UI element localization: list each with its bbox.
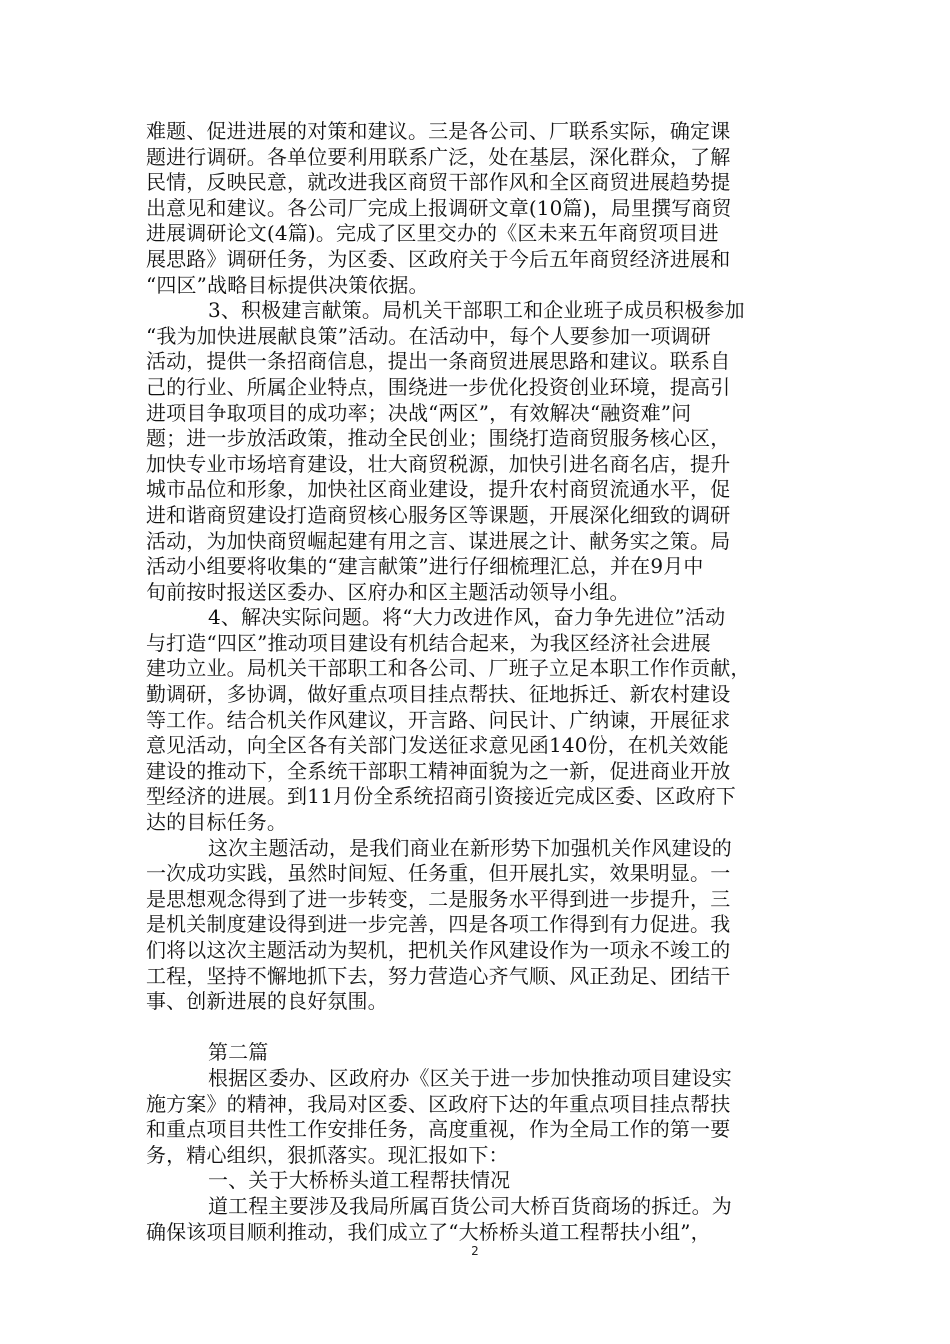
paragraph-first-line: 3、积极建言献策。局机关干部职工和企业班子成员积极参加	[208, 298, 745, 323]
text-line: 施方案》的精神，我局对区委、区政府下达的年重点项目挂点帮扶	[146, 1091, 731, 1116]
text-line: 建功立业。局机关干部职工和各公司、厂班子立足本职工作作贡献，	[146, 656, 751, 681]
subsection-heading: 一、关于大桥桥头道工程帮扶情况	[208, 1168, 511, 1193]
text-line: 活动，为加快商贸崛起建有用之言、谋进展之计、献务实之策。局	[146, 528, 731, 553]
text-line: 意见活动，向全区各有关部门发送征求意见函140份，在机关效能	[146, 733, 729, 758]
paragraph-first-line: 根据区委办、区政府办《区关于进一步加快推动项目建设实	[208, 1065, 732, 1090]
page-number: 2	[471, 1244, 479, 1258]
text-line: 和重点项目共性工作安排任务，高度重视，作为全局工作的第一要	[146, 1117, 731, 1142]
text-line: 是机关制度建设得到进一步完善，四是各项工作得到有力促进。我	[146, 912, 731, 937]
text-line: 工程，坚持不懈地抓下去，努力营造心齐气顺、风正劲足、团结干	[146, 963, 731, 988]
text-line: 与打造“四区”推动项目建设有机结合起来，为我区经济社会进展	[146, 630, 711, 655]
text-line: 民情，反映民意，就改进我区商贸干部作风和全区商贸进展趋势提	[146, 170, 731, 195]
text-line: 活动，提供一条招商信息，提出一条商贸进展思路和建议。联系自	[146, 349, 731, 374]
text-line: 进展调研论文(4篇)。完成了区里交办的《区未来五年商贸项目进	[146, 221, 719, 246]
text-line: 进项目争取项目的成功率；决战“两区”，有效解决“融资难”问	[146, 400, 692, 425]
text-line: 等工作。结合机关作风建议，开言路、问民计、广纳谏，开展征求	[146, 707, 731, 732]
text-line: 们将以这次主题活动为契机，把机关作风建设作为一项永不竣工的	[146, 938, 731, 962]
text-line: 难题、促进进展的对策和建议。三是各公司、厂联系实际，确定课	[146, 119, 731, 143]
text-line: 活动小组要将收集的“建言献策”进行仔细梳理汇总，并在9月中	[146, 554, 704, 579]
text-line: “我为加快进展献良策”活动。在活动中，每个人要参加一项调研	[146, 323, 711, 348]
text-line: 己的行业、所属企业特点，围绕进一步优化投资创业环境，提高引	[146, 374, 731, 399]
paragraph-first-line: 这次主题活动，是我们商业在新形势下加强机关作风建设的	[208, 835, 732, 860]
text-line: 务，精心组织，狠抓落实。现汇报如下：	[146, 1142, 509, 1167]
text-line: 事、创新进展的良好氛围。	[146, 989, 388, 1014]
text-line: 出意见和建议。各公司厂完成上报调研文章(10篇)，局里撰写商贸	[146, 195, 732, 220]
text-line: 达的目标任务。	[146, 810, 288, 835]
text-line: 题进行调研。各单位要利用联系广泛，处在基层，深化群众，了解	[146, 144, 731, 169]
text-line: 建设的推动下，全系统干部职工精神面貌为之一新，促进商业开放	[146, 758, 731, 783]
paragraph-first-line: 道工程主要涉及我局所属百货公司大桥百货商场的拆迁。为	[208, 1193, 732, 1218]
text-line: 型经济的进展。到11月份全系统招商引资接近完成区委、区政府下	[146, 784, 736, 809]
text-line: 确保该项目顺利推动，我们成立了“大桥桥头道工程帮扶小组”，	[146, 1219, 711, 1244]
text-line: 一次成功实践，虽然时间短、任务重，但开展扎实，效果明显。一	[146, 861, 731, 886]
section-heading: 第二篇	[208, 1040, 269, 1065]
text-line: 展思路》调研任务，为区委、区政府关于今后五年商贸经济进展和	[146, 246, 731, 271]
text-line: 勤调研，多协调，做好重点项目挂点帮扶、征地拆迁、新农村建设	[146, 682, 731, 707]
paragraph-gap	[146, 1015, 810, 1041]
paragraph-first-line: 4、解决实际问题。将“大力改进作风，奋力争先进位”活动	[208, 605, 726, 630]
text-line: 题；进一步放活政策，推动全民创业；围绕打造商贸服务核心区，	[146, 426, 731, 451]
document-body	[146, 119, 810, 1245]
text-line: 城市品位和形象，加快社区商业建设，提升农村商贸流通水平，促	[146, 477, 731, 502]
text-line: “四区”战略目标提供决策依据。	[146, 272, 429, 297]
text-line: 进和谐商贸建设打造商贸核心服务区等课题，开展深化细致的调研	[146, 502, 731, 527]
text-line: 加快专业市场培育建设，壮大商贸税源，加快引进名商名店，提升	[146, 451, 731, 476]
text-line: 是思想观念得到了进一步转变，二是服务水平得到进一步提升，三	[146, 886, 731, 911]
text-line: 旬前按时报送区委办、区府办和区主题活动领导小组。	[146, 579, 630, 604]
